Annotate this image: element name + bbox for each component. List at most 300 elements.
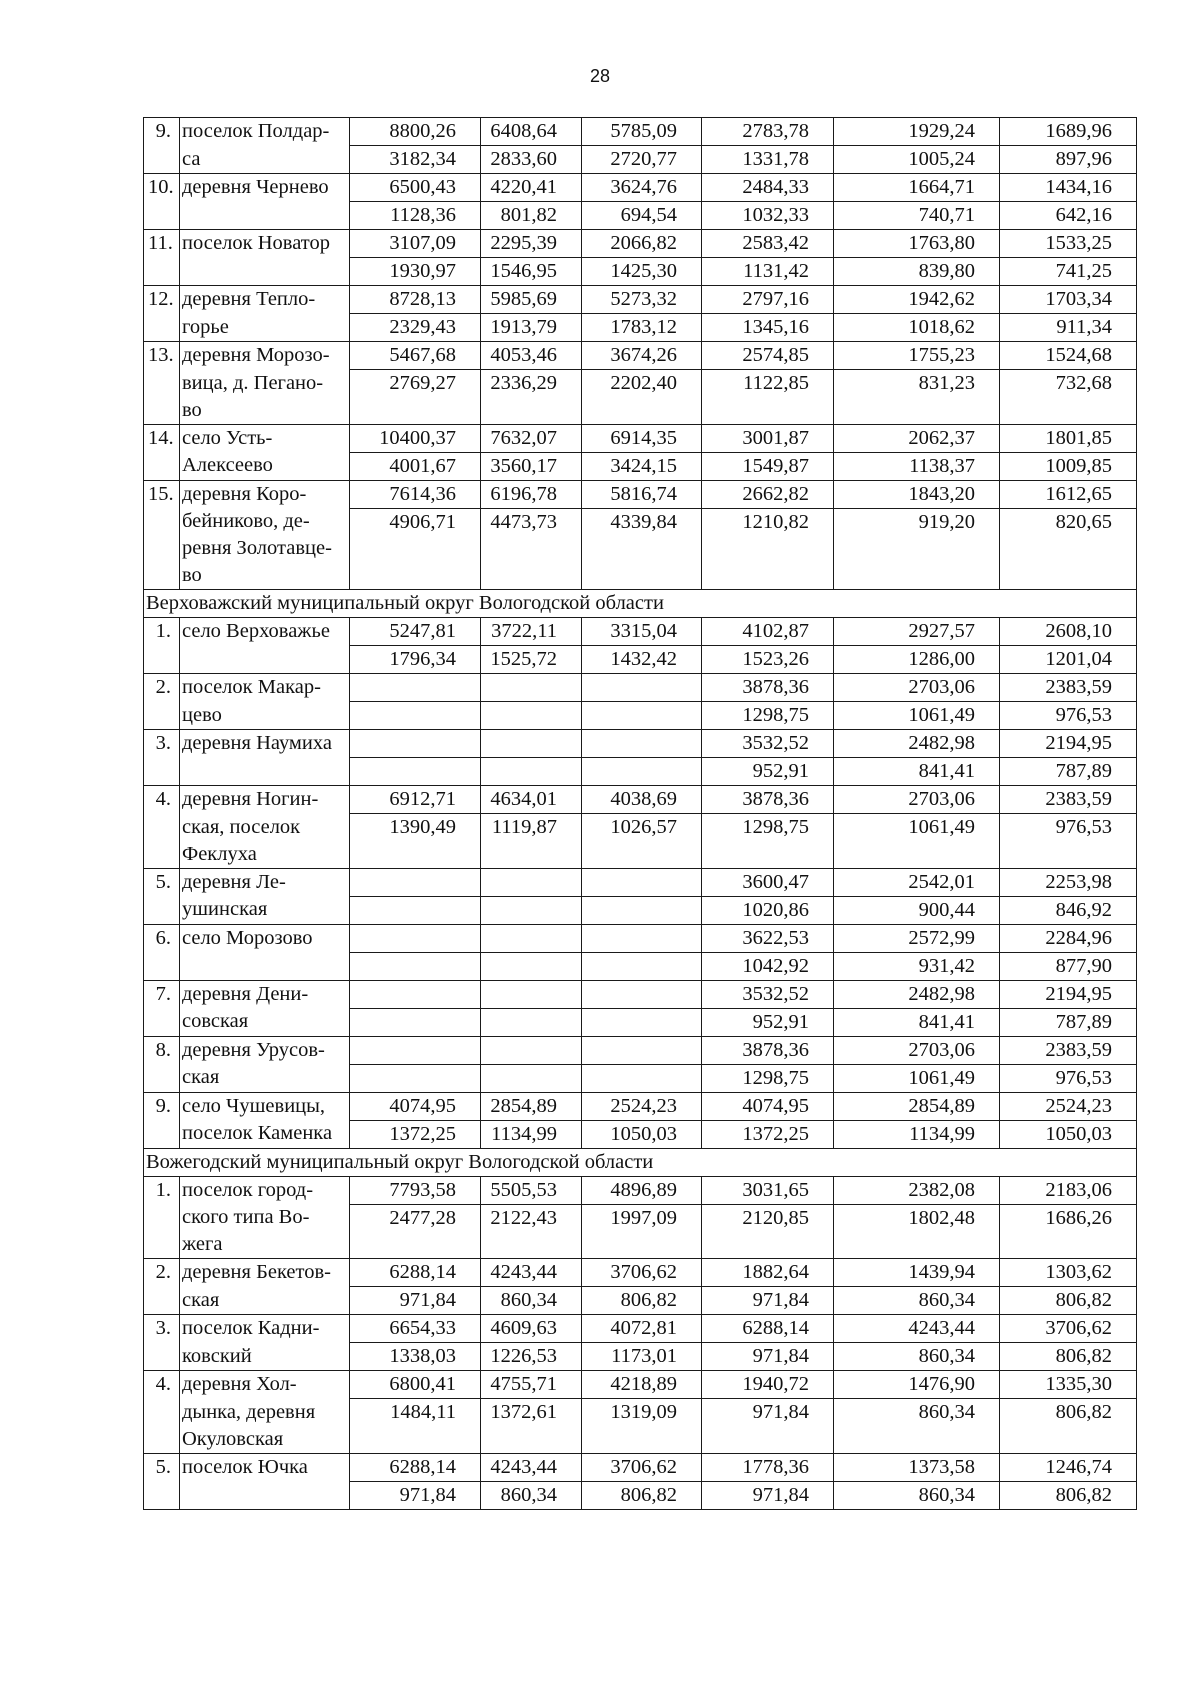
settlement-name: поселок Кадни- (180, 1315, 350, 1343)
value-cell: 841,41 (834, 1008, 1000, 1036)
value-cell: 1050,03 (1000, 1120, 1137, 1148)
settlement-name: ского типа Во- (180, 1204, 350, 1231)
value-cell: 806,82 (582, 1287, 702, 1315)
table-row (144, 1008, 1137, 1036)
settlement-name: деревня Тепло- (180, 286, 350, 314)
value-cell: 6914,35 (582, 424, 702, 452)
value-cell: 3532,52 (702, 730, 834, 758)
row-number-cont (144, 814, 180, 841)
value-cell: 1201,04 (1000, 646, 1137, 674)
value-cell: 3624,76 (582, 174, 702, 202)
value-cell: 806,82 (582, 1481, 702, 1509)
value-cell: 8728,13 (350, 286, 481, 314)
value-cell: 2854,89 (481, 1092, 582, 1120)
settlement-name: ская (180, 1287, 350, 1315)
section-title: Верховажский муниципальный округ Вологодской области (144, 590, 1137, 618)
value-cell: 2295,39 (481, 230, 582, 258)
value-cell: 3674,26 (582, 342, 702, 370)
table-row (144, 1343, 1137, 1371)
row-number-cont (144, 841, 180, 869)
value-cell: 7793,58 (350, 1176, 481, 1204)
value-cell (481, 674, 582, 702)
value-cell (582, 952, 702, 980)
row-number-cont (144, 397, 180, 425)
value-cell (582, 896, 702, 924)
settlement-name: поселок Новатор (180, 230, 350, 258)
value-cell: 1929,24 (834, 118, 1000, 146)
row-number: 8. (144, 1036, 180, 1064)
value-cell (350, 868, 481, 896)
value-cell: 4906,71 (350, 508, 481, 590)
value-cell: 806,82 (1000, 1481, 1137, 1509)
row-number: 2. (144, 674, 180, 702)
value-cell: 642,16 (1000, 202, 1137, 230)
table-row (144, 146, 1137, 174)
value-cell: 3706,62 (582, 1259, 702, 1287)
value-cell: 4609,63 (481, 1315, 582, 1343)
value-cell: 1319,09 (582, 1399, 702, 1454)
table-row (144, 1371, 1137, 1399)
row-number-cont (144, 452, 180, 480)
value-cell: 2524,23 (582, 1092, 702, 1120)
row-number: 9. (144, 118, 180, 146)
value-cell: 806,82 (1000, 1399, 1137, 1454)
value-cell: 860,34 (834, 1343, 1000, 1371)
table-row (144, 424, 1137, 452)
table-row (144, 452, 1137, 480)
row-number-cont (144, 562, 180, 590)
value-cell: 2583,42 (702, 230, 834, 258)
value-cell (350, 980, 481, 1008)
settlement-name: вица, д. Пегано- (180, 370, 350, 397)
settlement-name: деревня Хол- (180, 1371, 350, 1399)
settlement-name: поселок Ючка (180, 1453, 350, 1481)
settlement-name (180, 258, 350, 286)
table-row (144, 868, 1137, 896)
value-cell: 1298,75 (702, 814, 834, 869)
value-cell: 1882,64 (702, 1259, 834, 1287)
value-cell: 2383,59 (1000, 674, 1137, 702)
value-cell: 5247,81 (350, 618, 481, 646)
settlement-name: ковский (180, 1343, 350, 1371)
value-cell: 1061,49 (834, 702, 1000, 730)
value-cell: 4896,89 (582, 1176, 702, 1204)
value-cell (350, 758, 481, 786)
row-number: 2. (144, 1259, 180, 1287)
settlement-name: поселок город- (180, 1176, 350, 1204)
value-cell: 1331,78 (702, 146, 834, 174)
value-cell: 860,34 (834, 1399, 1000, 1454)
value-cell (481, 980, 582, 1008)
table-row (144, 980, 1137, 1008)
value-cell: 1523,26 (702, 646, 834, 674)
value-cell: 860,34 (481, 1481, 582, 1509)
value-cell: 1997,09 (582, 1204, 702, 1259)
value-cell (582, 674, 702, 702)
value-cell: 846,92 (1000, 896, 1137, 924)
table-row (144, 1092, 1137, 1120)
value-cell: 1796,34 (350, 646, 481, 674)
table-row (144, 1064, 1137, 1092)
value-cell: 2703,06 (834, 1036, 1000, 1064)
value-cell (481, 730, 582, 758)
value-cell: 1802,48 (834, 1204, 1000, 1259)
value-cell: 2253,98 (1000, 868, 1137, 896)
value-cell: 2383,59 (1000, 1036, 1137, 1064)
value-cell: 2329,43 (350, 314, 481, 342)
value-cell: 3722,11 (481, 618, 582, 646)
value-cell: 1664,71 (834, 174, 1000, 202)
value-cell: 8800,26 (350, 118, 481, 146)
value-cell: 1173,01 (582, 1343, 702, 1371)
settlement-name: горье (180, 314, 350, 342)
section-header-row (144, 590, 1137, 618)
table-row (144, 1204, 1137, 1231)
value-cell: 3315,04 (582, 618, 702, 646)
settlement-name: ская (180, 1064, 350, 1092)
value-cell: 860,34 (481, 1287, 582, 1315)
section-header-row (144, 1148, 1137, 1176)
row-number: 7. (144, 980, 180, 1008)
value-cell (481, 1008, 582, 1036)
value-cell: 732,68 (1000, 370, 1137, 425)
row-number-cont (144, 1064, 180, 1092)
settlement-name: жега (180, 1231, 350, 1259)
value-cell: 5816,74 (582, 480, 702, 508)
value-cell: 2572,99 (834, 924, 1000, 952)
value-cell: 860,34 (834, 1481, 1000, 1509)
value-cell: 4001,67 (350, 452, 481, 480)
row-number-cont (144, 1399, 180, 1426)
settlement-name: деревня Ногин- (180, 786, 350, 814)
value-cell: 831,23 (834, 370, 1000, 425)
table-row (144, 174, 1137, 202)
value-cell (481, 924, 582, 952)
settlement-name: деревня Морозо- (180, 342, 350, 370)
value-cell: 971,84 (702, 1287, 834, 1315)
value-cell: 1372,25 (350, 1120, 481, 1148)
value-cell: 1913,79 (481, 314, 582, 342)
value-cell: 5785,09 (582, 118, 702, 146)
value-cell: 6288,14 (702, 1315, 834, 1343)
value-cell (481, 896, 582, 924)
table-row (144, 896, 1137, 924)
table-row (144, 1481, 1137, 1509)
value-cell: 4038,69 (582, 786, 702, 814)
value-cell: 6288,14 (350, 1259, 481, 1287)
value-cell: 4243,44 (481, 1453, 582, 1481)
row-number-cont (144, 758, 180, 786)
value-cell (481, 1036, 582, 1064)
row-number: 9. (144, 1092, 180, 1120)
settlement-name: са (180, 146, 350, 174)
value-cell: 900,44 (834, 896, 1000, 924)
value-cell (582, 1008, 702, 1036)
value-cell: 2284,96 (1000, 924, 1137, 952)
settlement-name: во (180, 397, 350, 425)
row-number: 3. (144, 730, 180, 758)
value-cell: 3424,15 (582, 452, 702, 480)
settlement-name: поселок Полдар- (180, 118, 350, 146)
table-row (144, 758, 1137, 786)
value-cell: 1303,62 (1000, 1259, 1137, 1287)
value-cell (582, 1064, 702, 1092)
settlement-name: бейниково, де- (180, 508, 350, 535)
row-number-cont (144, 146, 180, 174)
value-cell: 2574,85 (702, 342, 834, 370)
value-cell: 1940,72 (702, 1371, 834, 1399)
value-cell: 971,84 (702, 1343, 834, 1371)
value-cell: 2927,57 (834, 618, 1000, 646)
row-number: 5. (144, 868, 180, 896)
value-cell: 4243,44 (481, 1259, 582, 1287)
value-cell (350, 924, 481, 952)
row-number-cont (144, 1481, 180, 1509)
settlement-name: село Усть- (180, 424, 350, 452)
table-row (144, 702, 1137, 730)
value-cell: 1026,57 (582, 814, 702, 869)
value-cell: 1335,30 (1000, 1371, 1137, 1399)
value-cell: 4473,73 (481, 508, 582, 590)
value-cell (582, 730, 702, 758)
value-cell: 6288,14 (350, 1453, 481, 1481)
value-cell: 1783,12 (582, 314, 702, 342)
row-number-cont (144, 370, 180, 397)
value-cell (350, 674, 481, 702)
value-cell: 1372,25 (702, 1120, 834, 1148)
value-cell: 2062,37 (834, 424, 1000, 452)
value-cell: 2477,28 (350, 1204, 481, 1259)
value-cell (582, 924, 702, 952)
settlement-name (180, 758, 350, 786)
value-cell: 5467,68 (350, 342, 481, 370)
value-cell: 10400,37 (350, 424, 481, 452)
value-cell: 1009,85 (1000, 452, 1137, 480)
value-cell: 1372,61 (481, 1399, 582, 1454)
table-row (144, 314, 1137, 342)
value-cell: 2202,40 (582, 370, 702, 425)
value-cell: 1373,58 (834, 1453, 1000, 1481)
value-cell: 2383,59 (1000, 786, 1137, 814)
table-row (144, 1287, 1137, 1315)
value-cell: 3107,09 (350, 230, 481, 258)
settlement-name: дынка, деревня (180, 1399, 350, 1426)
settlement-name: село Морозово (180, 924, 350, 952)
value-cell: 1484,11 (350, 1399, 481, 1454)
value-cell: 1061,49 (834, 1064, 1000, 1092)
row-number-cont (144, 535, 180, 562)
table-row (144, 674, 1137, 702)
settlement-name (180, 952, 350, 980)
value-cell (350, 952, 481, 980)
row-number: 14. (144, 424, 180, 452)
settlement-name (180, 1481, 350, 1509)
value-cell: 2524,23 (1000, 1092, 1137, 1120)
row-number: 13. (144, 342, 180, 370)
value-cell: 1338,03 (350, 1343, 481, 1371)
row-number: 12. (144, 286, 180, 314)
row-number-cont (144, 508, 180, 535)
value-cell: 877,90 (1000, 952, 1137, 980)
table-row (144, 230, 1137, 258)
value-cell: 1432,42 (582, 646, 702, 674)
row-number-cont (144, 952, 180, 980)
row-number: 1. (144, 618, 180, 646)
value-cell: 694,54 (582, 202, 702, 230)
row-number: 15. (144, 480, 180, 508)
value-cell: 1703,34 (1000, 286, 1137, 314)
table-body (144, 118, 1137, 1510)
value-cell: 1345,16 (702, 314, 834, 342)
value-cell: 839,80 (834, 258, 1000, 286)
settlement-name: деревня Коро- (180, 480, 350, 508)
value-cell: 6408,64 (481, 118, 582, 146)
settlement-name: Алексеево (180, 452, 350, 480)
value-cell: 1005,24 (834, 146, 1000, 174)
table-row (144, 1259, 1137, 1287)
row-number-cont (144, 646, 180, 674)
settlement-name: деревня Урусов- (180, 1036, 350, 1064)
value-cell: 2769,27 (350, 370, 481, 425)
settlement-name: деревня Чернево (180, 174, 350, 202)
tariff-table (143, 117, 1137, 1510)
value-cell: 2484,33 (702, 174, 834, 202)
settlement-name: деревня Наумиха (180, 730, 350, 758)
value-cell: 5505,53 (481, 1176, 582, 1204)
value-cell (481, 702, 582, 730)
value-cell: 3706,62 (582, 1453, 702, 1481)
value-cell (350, 730, 481, 758)
value-cell: 841,41 (834, 758, 1000, 786)
value-cell: 971,84 (702, 1481, 834, 1509)
value-cell (582, 868, 702, 896)
value-cell: 4074,95 (702, 1092, 834, 1120)
value-cell (481, 952, 582, 980)
value-cell: 1801,85 (1000, 424, 1137, 452)
value-cell: 741,25 (1000, 258, 1137, 286)
value-cell: 1549,87 (702, 452, 834, 480)
table-row (144, 1399, 1137, 1426)
value-cell: 1686,26 (1000, 1204, 1137, 1259)
value-cell: 1018,62 (834, 314, 1000, 342)
value-cell: 1390,49 (350, 814, 481, 869)
page-number: 28 (589, 66, 611, 86)
table-row (144, 508, 1137, 535)
value-cell: 2797,16 (702, 286, 834, 314)
table-row (144, 286, 1137, 314)
settlement-name: Окуловская (180, 1426, 350, 1454)
value-cell: 4072,81 (582, 1315, 702, 1343)
value-cell (481, 868, 582, 896)
settlement-name: поселок Каменка (180, 1120, 350, 1148)
value-cell: 2703,06 (834, 674, 1000, 702)
value-cell: 919,20 (834, 508, 1000, 590)
row-number: 3. (144, 1315, 180, 1343)
settlement-name: село Верховажье (180, 618, 350, 646)
value-cell: 1533,25 (1000, 230, 1137, 258)
value-cell: 5273,32 (582, 286, 702, 314)
value-cell: 1525,72 (481, 646, 582, 674)
row-number-cont (144, 1343, 180, 1371)
value-cell (350, 1064, 481, 1092)
value-cell: 2783,78 (702, 118, 834, 146)
value-cell: 1020,86 (702, 896, 834, 924)
value-cell (350, 1008, 481, 1036)
value-cell: 2608,10 (1000, 618, 1137, 646)
row-number: 4. (144, 786, 180, 814)
settlement-name: поселок Макар- (180, 674, 350, 702)
value-cell: 6500,43 (350, 174, 481, 202)
value-cell (350, 896, 481, 924)
value-cell: 1755,23 (834, 342, 1000, 370)
row-number: 10. (144, 174, 180, 202)
table-row (144, 924, 1137, 952)
value-cell: 952,91 (702, 758, 834, 786)
value-cell: 1131,42 (702, 258, 834, 286)
value-cell: 3878,36 (702, 786, 834, 814)
value-cell: 4218,89 (582, 1371, 702, 1399)
value-cell: 911,34 (1000, 314, 1137, 342)
value-cell: 1134,99 (834, 1120, 1000, 1148)
value-cell: 3182,34 (350, 146, 481, 174)
value-cell: 1439,94 (834, 1259, 1000, 1287)
value-cell: 1042,92 (702, 952, 834, 980)
value-cell: 1298,75 (702, 1064, 834, 1092)
row-number: 11. (144, 230, 180, 258)
value-cell: 4053,46 (481, 342, 582, 370)
value-cell: 1246,74 (1000, 1453, 1137, 1481)
value-cell: 1119,87 (481, 814, 582, 869)
settlement-name: деревня Ле- (180, 868, 350, 896)
value-cell: 2703,06 (834, 786, 1000, 814)
settlement-name: деревня Бекетов- (180, 1259, 350, 1287)
value-cell: 1210,82 (702, 508, 834, 590)
value-cell: 4339,84 (582, 508, 702, 590)
value-cell: 820,65 (1000, 508, 1137, 590)
value-cell: 897,96 (1000, 146, 1137, 174)
value-cell: 976,53 (1000, 1064, 1137, 1092)
value-cell: 976,53 (1000, 702, 1137, 730)
value-cell: 3031,65 (702, 1176, 834, 1204)
value-cell: 1138,37 (834, 452, 1000, 480)
table-row (144, 370, 1137, 397)
settlement-name (180, 202, 350, 230)
table-row (144, 1036, 1137, 1064)
row-number-cont (144, 702, 180, 730)
table-row (144, 1315, 1137, 1343)
table-row (144, 730, 1137, 758)
value-cell: 976,53 (1000, 814, 1137, 869)
value-cell: 4102,87 (702, 618, 834, 646)
settlement-name (180, 646, 350, 674)
table-row (144, 646, 1137, 674)
table-row (144, 342, 1137, 370)
value-cell: 1763,80 (834, 230, 1000, 258)
value-cell: 2336,29 (481, 370, 582, 425)
value-cell (582, 758, 702, 786)
value-cell: 2720,77 (582, 146, 702, 174)
value-cell (350, 702, 481, 730)
value-cell: 4074,95 (350, 1092, 481, 1120)
settlement-name: во (180, 562, 350, 590)
value-cell: 1134,99 (481, 1120, 582, 1148)
row-number-cont (144, 314, 180, 342)
row-number-cont (144, 1426, 180, 1454)
value-cell: 3878,36 (702, 1036, 834, 1064)
value-cell: 1425,30 (582, 258, 702, 286)
value-cell: 1689,96 (1000, 118, 1137, 146)
settlement-name: ская, поселок (180, 814, 350, 841)
